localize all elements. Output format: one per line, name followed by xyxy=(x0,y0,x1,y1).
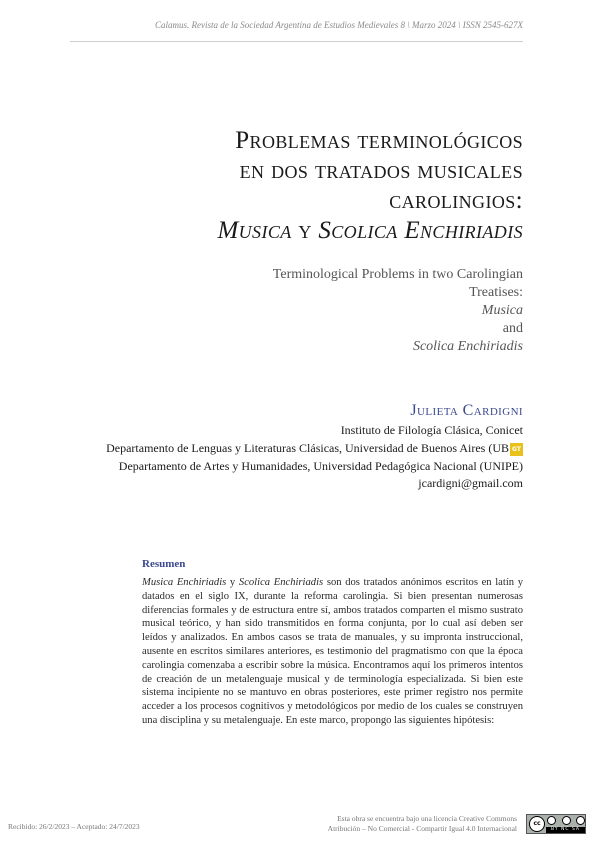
english-title-line-2 xyxy=(143,284,523,356)
title-italic-musica: Musica xyxy=(217,217,292,244)
english-title-connector: and xyxy=(502,321,523,336)
title-line-1: Problemas terminológicos xyxy=(235,127,523,154)
affiliation-2-text: Departamento de Lenguas y Literaturas Clásicas, Universidad de Buenos Aires (UB xyxy=(106,441,509,455)
abstract-heading: Resumen xyxy=(142,558,186,570)
translate-overlay-icon[interactable]: GT xyxy=(510,443,523,456)
nc-icon xyxy=(562,816,571,825)
english-title-italic-scolica: Scolica Enchiriadis xyxy=(412,339,523,354)
author-email[interactable]: jcardigni@gmail.com xyxy=(418,476,523,490)
article-title xyxy=(93,126,523,246)
sa-icon xyxy=(576,816,585,825)
english-title-prefix: Treatises: xyxy=(469,285,523,300)
affiliation-2 xyxy=(53,440,523,457)
abstract-text: son dos tratados anónimos escritos en latín y datados en el siglo IX, durante la reforma carolingia. Si bien presentan numerosas diferencias formales y de estructura entre sí, ambos tratados comparten el mismo sustrato musical teórico, y han sido transmitidos en forma conjunta, por lo cual así deben ser leídos y analizados. En ambos casos se trata de manuales, y su impronta instruccional, ausente en escritos similares anteriores, es testimonio del pragmatismo con que la época carolingia comenzaba a escribir sobre la música. Encontramos aquí los primeros intentos de creación de un metalenguaje musical y de terminología especializada. Si bien este sistema incipiente no se mantuvo en obras posteriores, este primer registro nos permite acceder a los procesos cognitivos y metodológicos por medio de los cuales se construyen una disciplina y su metalenguaje. En este marco, propongo las siguientes hipótesis: xyxy=(142,577,524,726)
title-line-2: en dos tratados musicales xyxy=(239,157,523,184)
english-title-line-1: Terminological Problems in two Carolingian xyxy=(272,267,523,282)
cc-logo-icon: cc xyxy=(529,816,545,832)
cc-license-strip: BY NC SA xyxy=(546,827,585,833)
received-accepted-dates: Recibido: 26/2/2023 – Aceptado: 24/7/2023 xyxy=(8,822,140,831)
title-line-3: carolingios: xyxy=(389,187,523,214)
license-line-1: Esta obra se encuentra bajo una licencia Creative Commons xyxy=(337,814,517,823)
cc-license-icons xyxy=(547,816,585,826)
running-header: Calamus. Revista de la Sociedad Argentina de Estudios Medievales 8 \ Marzo 2024 \ ISSN 2545-627X xyxy=(155,20,523,30)
title-connector: y xyxy=(291,217,319,244)
abstract-connector: y xyxy=(226,577,239,588)
license-text xyxy=(257,814,517,833)
english-title-italic-musica: Musica xyxy=(481,303,523,318)
abstract-italic-scolica: Scolica Enchiriadis xyxy=(238,577,324,588)
abstract-body xyxy=(142,576,523,728)
title-line-4 xyxy=(93,216,523,246)
header-divider xyxy=(70,41,523,42)
creative-commons-badge[interactable] xyxy=(526,814,586,834)
by-icon xyxy=(547,816,556,825)
title-italic-scolica: Scolica Enchiriadis xyxy=(318,217,523,244)
affiliation-1: Instituto de Filología Clásica, Conicet xyxy=(340,423,523,437)
license-line-2: Atribución – No Comercial - Compartir Igual 4.0 Internacional xyxy=(327,823,517,833)
author-name: Julieta Cardigni xyxy=(410,402,523,419)
english-title xyxy=(143,266,523,356)
affiliation-3: Departamento de Artes y Humanidades, Universidad Pedagógica Nacional (UNIPE) xyxy=(118,459,523,473)
abstract-italic-musica: Musica Enchiriadis xyxy=(142,577,227,588)
